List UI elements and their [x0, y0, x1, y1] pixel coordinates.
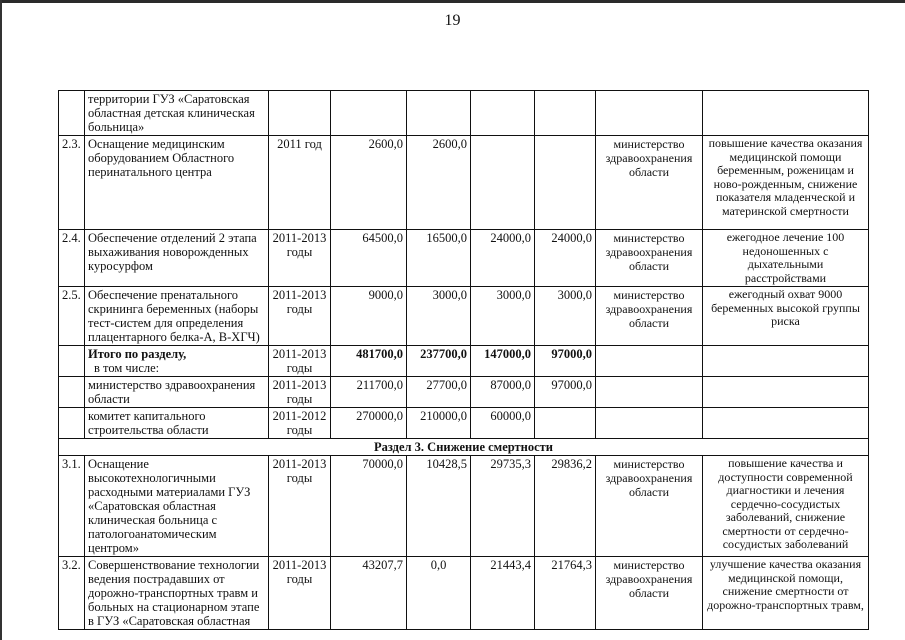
total-amount: 270000,0	[331, 408, 407, 439]
amount-year-1: 210000,0	[407, 408, 471, 439]
row-number	[59, 346, 85, 377]
responsible: министерство здравоохранения области	[596, 230, 703, 287]
summary-row	[59, 346, 869, 377]
measure-name: комитет капитального строительства области	[85, 408, 269, 439]
period: 2011-2013 годы	[269, 377, 331, 408]
summary-sublabel: в том числе:	[94, 361, 160, 375]
amount-year-2	[471, 91, 535, 136]
table-row	[59, 136, 869, 230]
responsible	[596, 377, 703, 408]
row-number: 2.5.	[59, 287, 85, 346]
total-amount: 9000,0	[331, 287, 407, 346]
amount-year-2: 3000,0	[471, 287, 535, 346]
measure-name: Совершенствование технологии ведения пострадавших от дорожно-транспортных травм и больных на стационарном этапе в ГУЗ «Саратовская областная	[85, 557, 269, 630]
row-number: 2.3.	[59, 136, 85, 230]
table-row	[59, 230, 869, 287]
amount-year-3: 29836,2	[535, 456, 596, 557]
row-number	[59, 377, 85, 408]
total-amount: 64500,0	[331, 230, 407, 287]
row-number	[59, 91, 85, 136]
measure-name: территории ГУЗ «Саратовская областная детская клиническая больница»	[85, 91, 269, 136]
amount-year-1: 27700,0	[407, 377, 471, 408]
period: 2011-2013 годы	[269, 456, 331, 557]
table-row	[59, 408, 869, 439]
expected-result: ежегодный охват 9000 беременных высокой группы риска	[703, 287, 869, 346]
summary-label	[85, 346, 269, 377]
summary-title: Итого по разделу,	[88, 347, 187, 361]
amount-year-2: 24000,0	[471, 230, 535, 287]
expected-result	[703, 408, 869, 439]
amount-year-1	[407, 91, 471, 136]
total-amount: 2600,0	[331, 136, 407, 230]
measure-name: министерство здравоохранения области	[85, 377, 269, 408]
amount-year-2	[471, 136, 535, 230]
amount-year-3	[535, 91, 596, 136]
responsible: министерство здравоохранения области	[596, 456, 703, 557]
scan-top-edge	[0, 0, 905, 3]
period: 2011-2013 годы	[269, 287, 331, 346]
measure-name: Оснащение медицинским оборудованием Областного перинатального центра	[85, 136, 269, 230]
total-amount: 481700,0	[331, 346, 407, 377]
amount-year-1: 10428,5	[407, 456, 471, 557]
responsible	[596, 91, 703, 136]
responsible: министерство здравоохранения области	[596, 136, 703, 230]
row-number: 3.1.	[59, 456, 85, 557]
responsible: министерство здравоохранения области	[596, 557, 703, 630]
amount-year-3: 24000,0	[535, 230, 596, 287]
amount-year-3: 97000,0	[535, 346, 596, 377]
amount-year-2: 21443,4	[471, 557, 535, 630]
measure-name: Обеспечение пренатального скрининга беременных (наборы тест-систем для определения плацентарного белка-А, В-ХГЧ)	[85, 287, 269, 346]
expected-result	[703, 91, 869, 136]
table-row	[59, 91, 869, 136]
period: 2011-2013 годы	[269, 557, 331, 630]
period: 2011-2012 годы	[269, 408, 331, 439]
amount-year-3	[535, 136, 596, 230]
total-amount: 211700,0	[331, 377, 407, 408]
section-title: Раздел 3. Снижение смертности	[59, 439, 869, 456]
section-row	[59, 439, 869, 456]
total-amount: 43207,7	[331, 557, 407, 630]
amount-year-2: 87000,0	[471, 377, 535, 408]
program-table	[58, 90, 869, 630]
expected-result: повышение качества оказания медицинской помощи беременным, роженицам и ново-рожденным, снижение показателя младенческой и материнской смертности	[703, 136, 869, 230]
amount-year-2: 60000,0	[471, 408, 535, 439]
expected-result: улучшение качества оказания медицинской помощи, снижение смертности от дорожно-транспортных травм,	[703, 557, 869, 630]
amount-year-2: 29735,3	[471, 456, 535, 557]
amount-year-1: 3000,0	[407, 287, 471, 346]
amount-year-3: 97000,0	[535, 377, 596, 408]
table-row	[59, 287, 869, 346]
table-row	[59, 557, 869, 630]
row-number	[59, 408, 85, 439]
amount-year-1: 237700,0	[407, 346, 471, 377]
responsible	[596, 408, 703, 439]
expected-result	[703, 346, 869, 377]
period	[269, 91, 331, 136]
expected-result	[703, 377, 869, 408]
responsible: министерство здравоохранения области	[596, 287, 703, 346]
measure-name: Обеспечение отделений 2 этапа выхаживания новорожденных куросурфом	[85, 230, 269, 287]
expected-result: повышение качества и доступности современной диагностики и лечения сердечно-сосудистых заболеваний, снижение смертности от сердечно-сосудистых заболеваний	[703, 456, 869, 557]
page-number: 19	[444, 12, 461, 29]
amount-year-3: 21764,3	[535, 557, 596, 630]
table-row	[59, 456, 869, 557]
table-row	[59, 377, 869, 408]
amount-year-1: 2600,0	[407, 136, 471, 230]
period: 2011 год	[269, 136, 331, 230]
scan-left-edge	[0, 0, 2, 640]
total-amount	[331, 91, 407, 136]
expected-result: ежегодное лечение 100 недоношенных с дыхательными расстройствами	[703, 230, 869, 287]
total-amount: 70000,0	[331, 456, 407, 557]
measure-name: Оснащение высокотехнологичными расходными материалами ГУЗ «Саратовская областная клиническая больница с патологоанатомическим центром»	[85, 456, 269, 557]
amount-year-3	[535, 408, 596, 439]
row-number: 3.2.	[59, 557, 85, 630]
amount-year-2: 147000,0	[471, 346, 535, 377]
amount-year-3: 3000,0	[535, 287, 596, 346]
responsible	[596, 346, 703, 377]
amount-year-1: 16500,0	[407, 230, 471, 287]
period: 2011-2013 годы	[269, 230, 331, 287]
amount-year-1: 0,0	[407, 557, 471, 630]
row-number: 2.4.	[59, 230, 85, 287]
period: 2011-2013 годы	[269, 346, 331, 377]
